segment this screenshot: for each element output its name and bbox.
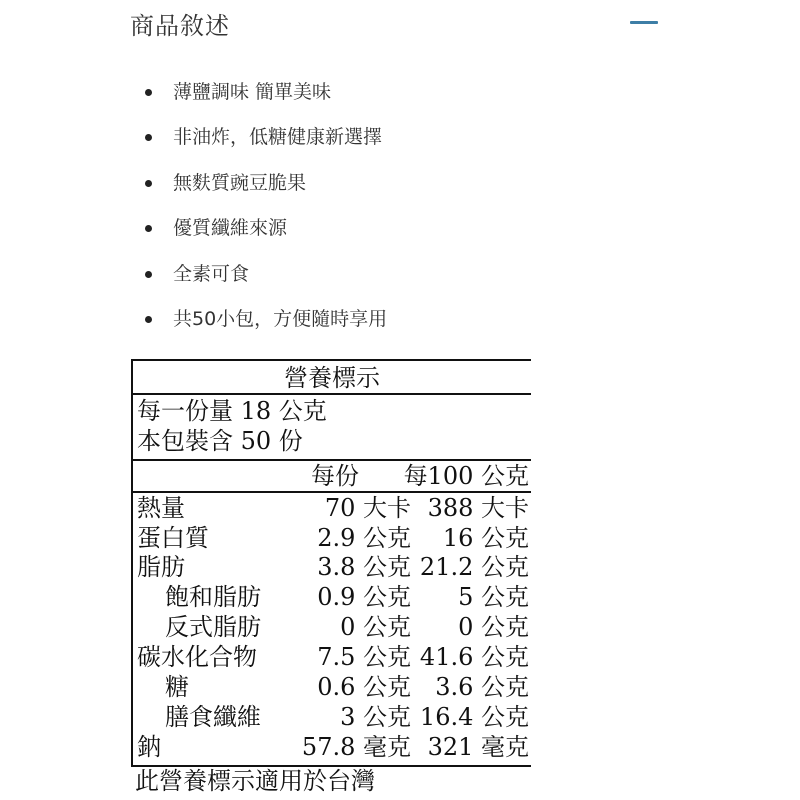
per-100g-value: 21.2 公克 (419, 553, 529, 581)
per-100g-value: 388 大卡 (427, 494, 529, 522)
bullet-icon (145, 225, 152, 232)
nutrient-row (133, 612, 531, 642)
feature-text: 非油炸，低糖健康新選擇 (173, 126, 383, 149)
feature-list (145, 70, 387, 342)
nutrient-name: 熱量 (137, 494, 185, 522)
nutrient-row (133, 523, 531, 553)
bullet-icon (145, 89, 152, 96)
per-100g-value: 16.4 公克 (419, 703, 529, 731)
per-serving-value: 2.9 公克 (317, 524, 411, 552)
per-100g-value: 16 公克 (442, 524, 529, 552)
nutrient-name: 鈉 (137, 733, 161, 761)
feature-text: 全素可食 (173, 262, 250, 285)
nutrient-name: 糖 (165, 673, 189, 701)
per-serving-value: 57.8 毫克 (301, 733, 411, 761)
minus-icon (630, 21, 658, 24)
nutrient-row (133, 672, 531, 702)
bullet-icon (145, 316, 152, 323)
nutrient-row (133, 732, 531, 762)
feature-item (145, 297, 387, 342)
column-header-per-serving: 每份 (311, 462, 359, 490)
per-serving-value: 3 公克 (340, 703, 411, 731)
feature-text: 薄鹽調味 簡單美味 (173, 81, 332, 103)
feature-text: 共50小包，方便隨時享用 (173, 307, 388, 330)
nutrient-row (133, 702, 531, 732)
nutrient-row (133, 552, 531, 582)
nutrient-name: 反式脂肪 (165, 613, 261, 641)
feature-text: 優質纖維來源 (173, 217, 288, 240)
per-100g-value: 321 毫克 (427, 733, 529, 761)
nutrient-name: 蛋白質 (137, 524, 209, 552)
per-serving-value: 7.5 公克 (317, 643, 411, 671)
servings-per-pack: 本包裝含 50 份 (137, 427, 303, 455)
column-header-per-100g: 每100 公克 (403, 462, 529, 490)
nutrition-footer-note: 此營養標示適用於台灣 (135, 767, 375, 795)
per-serving-value: 0.6 公克 (317, 673, 411, 701)
nutrition-title: 營養標示 (133, 361, 531, 395)
serving-size: 每一份量 18 公克 (137, 397, 327, 425)
per-serving-value: 3.8 公克 (317, 553, 411, 581)
bullet-icon (145, 134, 152, 141)
nutrient-name: 脂肪 (137, 553, 185, 581)
nutrient-name: 膳食纖維 (165, 703, 261, 731)
feature-item (145, 70, 387, 115)
feature-item (145, 161, 387, 206)
feature-item (145, 252, 387, 297)
per-serving-value: 70 大卡 (324, 494, 411, 522)
per-100g-value: 5 公克 (458, 583, 529, 611)
section-title: 商品敘述 (130, 12, 230, 40)
per-serving-value: 0.9 公克 (317, 583, 411, 611)
feature-item (145, 206, 387, 251)
per-100g-value: 0 公克 (458, 613, 529, 641)
per-100g-value: 41.6 公克 (419, 643, 529, 671)
serving-info (137, 396, 327, 456)
nutrient-row (133, 642, 531, 672)
per-serving-value: 0 公克 (340, 613, 411, 641)
bullet-icon (145, 271, 152, 278)
nutrient-name: 飽和脂肪 (165, 583, 261, 611)
nutrient-row (133, 582, 531, 612)
nutrient-name: 碳水化合物 (137, 643, 257, 671)
feature-text: 無麩質豌豆脆果 (173, 171, 307, 194)
bullet-icon (145, 180, 152, 187)
feature-item (145, 115, 387, 160)
collapse-button[interactable] (628, 8, 660, 36)
nutrition-facts-image (131, 359, 531, 799)
nutrient-row (133, 493, 531, 523)
nutrition-table (131, 359, 531, 767)
per-100g-value: 3.6 公克 (435, 673, 529, 701)
